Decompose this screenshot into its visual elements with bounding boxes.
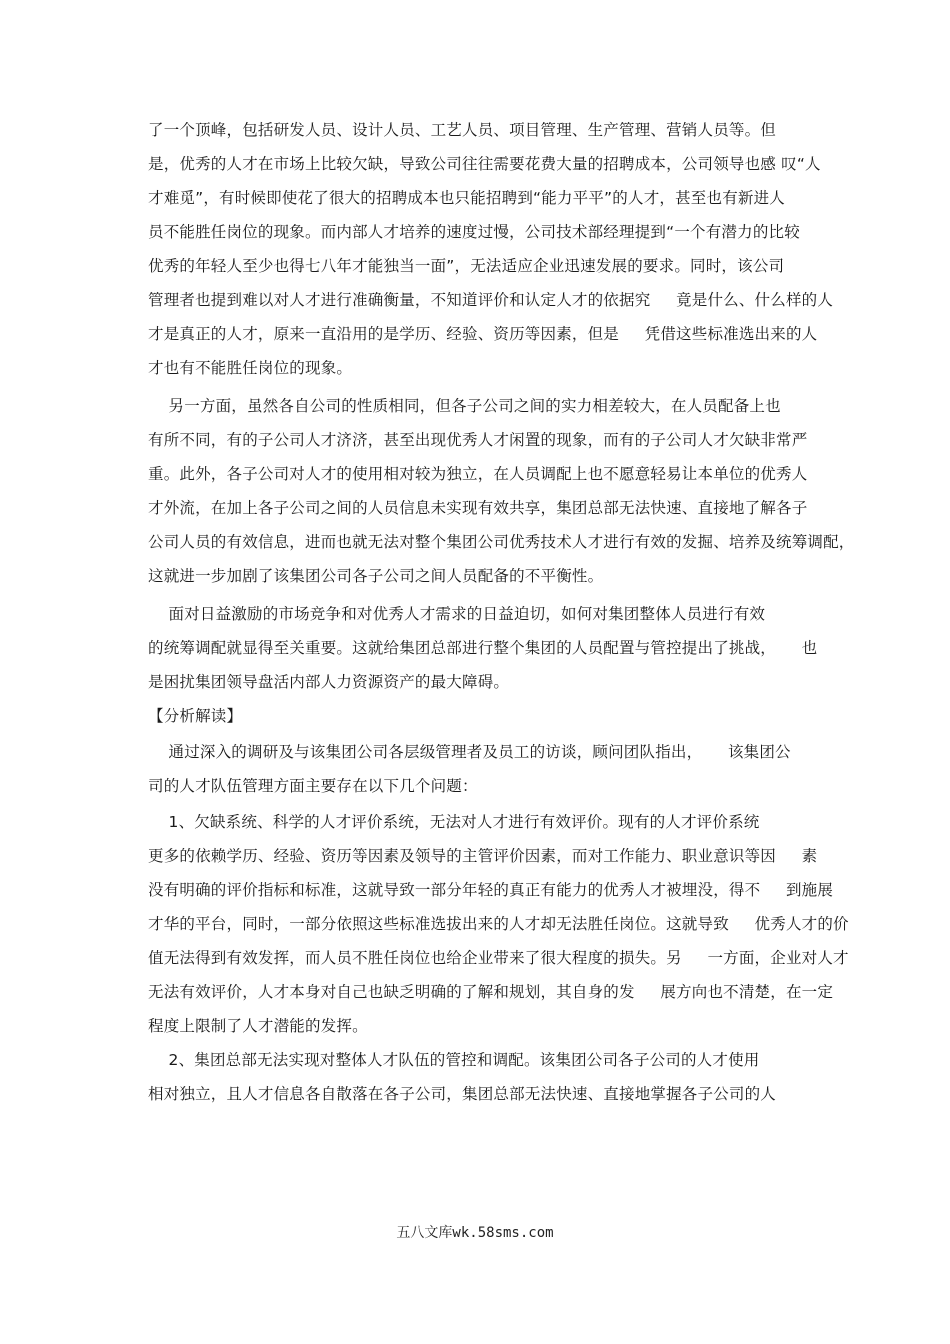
text-line: 了一个顶峰，包括研发人员、设计人员、工艺人员、项目管理、生产管理、营销人员等。但 [148,121,777,139]
text-line: 是困扰集团领导盘活内部人力资源资产的最大障碍。 [148,673,510,691]
text-line: 相对独立，且人才信息各自散落在各子公司，集团总部无法快速、直接地掌握各子公司的人 [148,1085,777,1103]
footer-watermark: 五八文库wk.58sms.com [396,1225,554,1241]
text-line: 才也有不能胜任岗位的现象。 [148,359,353,377]
text-line: 员不能胜任岗位的现象。而内部人才培养的速度过慢，公司技术部经理提到“一个有潜力的比较 [148,223,800,241]
text-line: 才外流，在加上各子公司之间的人员信息未实现有效共享，集团总部无法快速、直接地了解各子 [148,499,808,517]
text-line: 有所不同，有的子公司人才济济，甚至出现优秀人才闲置的现象，而有的子公司人才欠缺非常严 [148,431,808,449]
text-line: 无法有效评价，人才本身对自己也缺乏明确的了解和规划，其自身的发 展方向也不清楚，在一定 [148,983,834,1001]
text-line: 重。此外，各子公司对人才的使用相对较为独立，在人员调配上也不愿意轻易让本单位的优秀人 [148,465,808,483]
text-line: 才是真正的人才，原来一直沿用的是学历、经验、资历等因素，但是 凭借这些标准选出来的人 [148,325,818,343]
text-line: 的统筹调配就显得至关重要。这就给集团总部进行整个集团的人员配置与管控提出了挑战， 也 [148,639,818,657]
text-line: 是，优秀的人才在市场上比较欠缺，导致公司往往需要花费大量的招聘成本，公司领导也感 叹“人 [148,155,821,173]
text-line: 管理者也提到难以对人才进行准确衡量，不知道评价和认定人才的依据究 竟是什么、什么样的人 [148,291,834,309]
text-line: 优秀的年轻人至少也得七八年才能独当一面”，无法适应企业迅速发展的要求。同时，该公司 [148,257,785,275]
text-line: 通过深入的调研及与该集团公司各层级管理者及员工的访谈，顾问团队指出， 该集团公 [148,743,791,761]
text-line: 才华的平台，同时，一部分依照这些标准选拔出来的人才却无法胜任岗位。这就导致 优秀人才的价 [148,915,849,933]
text-line: 这就进一步加剧了该集团公司各子公司之间人员配备的不平衡性。 [148,567,604,585]
text-line: 面对日益激励的市场竞争和对优秀人才需求的日益迫切，如何对集团整体人员进行有效 [148,605,766,623]
text-line: 更多的依赖学历、经验、资历等因素及领导的主管评价因素，而对工作能力、职业意识等因 素 [148,847,818,865]
text-line: 程度上限制了人才潜能的发挥。 [148,1017,368,1035]
text-line: 司的人才队伍管理方面主要存在以下几个问题： [148,777,478,795]
text-line: 另一方面，虽然各自公司的性质相同，但各子公司之间的实力相差较大，在人员配备上也 [148,397,781,415]
text-line: 2、集团总部无法实现对整体人才队伍的管控和调配。该集团公司各子公司的人才使用 [148,1051,760,1069]
text-line: 才难觅”，有时候即使花了很大的招聘成本也只能招聘到“能力平平”的人才，甚至也有新进人 [148,189,785,207]
text-line: 1、欠缺系统、科学的人才评价系统，无法对人才进行有效评价。现有的人才评价系统 [148,813,760,831]
text-line: 公司人员的有效信息，进而也就无法对整个集团公司优秀技术人才进行有效的发掘、培养及统筹调配， [148,533,855,551]
text-line: 值无法得到有效发挥，而人员不胜任岗位也给企业带来了很大程度的损失。另 一方面，企业对人才 [148,949,849,967]
text-line: 【分析解读】 [148,707,243,725]
text-line: 没有明确的评价指标和标准，这就导致一部分年轻的真正有能力的优秀人才被埋没，得不 到施展 [148,881,834,899]
